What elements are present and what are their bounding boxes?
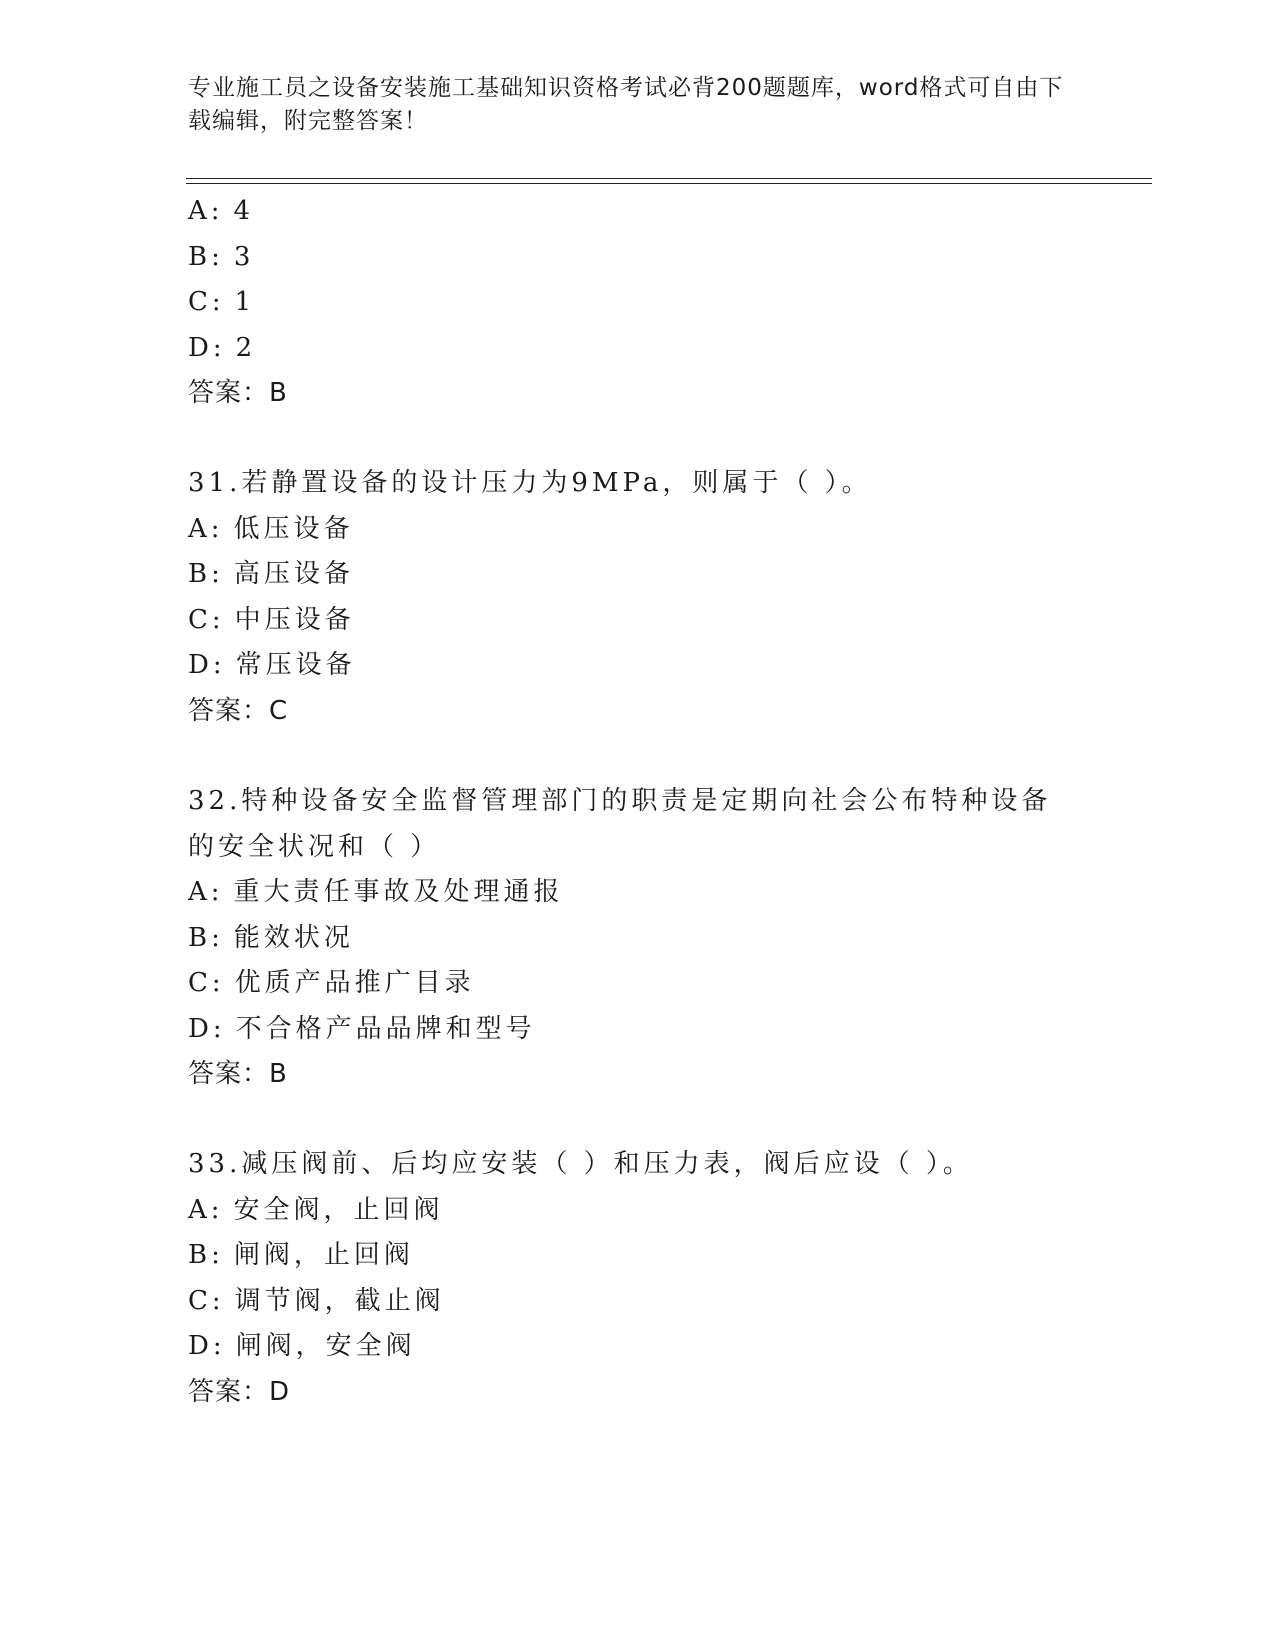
option-a: A: 4	[188, 196, 255, 226]
question-stem: 31.若静置设备的设计压力为9MPa，则属于（ ）。	[188, 468, 872, 498]
option-c: C: 优质产品推广目录	[188, 968, 475, 998]
option-d: D: 2	[188, 332, 257, 363]
question-33	[188, 1142, 1088, 1415]
answer: 答案：B	[188, 1059, 288, 1089]
option-b: B: 闸阀，止回阀	[188, 1240, 414, 1270]
option-a: A: 重大责任事故及处理通报	[188, 877, 564, 907]
option-c: C: 1	[188, 287, 256, 317]
option-b: B: 能效状况	[188, 922, 354, 953]
option-b: B: 3	[188, 241, 255, 272]
option-d: D: 闸阀，安全阀	[188, 1331, 416, 1361]
option-a: A: 低压设备	[188, 513, 354, 544]
question-31	[188, 461, 1088, 734]
option-b: B: 高压设备	[188, 559, 354, 589]
answer: 答案：C	[188, 695, 289, 726]
option-c: C: 中压设备	[188, 604, 355, 635]
option-d: D: 不合格产品品牌和型号	[188, 1013, 536, 1044]
answer: 答案：B	[188, 378, 288, 408]
question-stem: 33.减压阀前、后均应安装（ ）和压力表，阀后应设（ ）。	[188, 1149, 973, 1179]
question-stem: 32.特种设备安全监督管理部门的职责是定期向社会公布特种设备的安全状况和（ ）	[188, 786, 1052, 862]
question-30	[188, 189, 1088, 417]
question-32	[188, 779, 1068, 1098]
option-c: C: 调节阀，截止阀	[188, 1285, 445, 1316]
option-d: D: 常压设备	[188, 650, 356, 680]
header-divider-top	[186, 178, 1152, 179]
option-a: A: 安全阀，止回阀	[188, 1194, 444, 1225]
answer: 答案：D	[188, 1376, 291, 1407]
header-divider-bottom	[186, 183, 1152, 184]
document-header: 专业施工员之设备安装施工基础知识资格考试必背200题题库，word格式可自由下载编辑，附完整答案！	[188, 75, 1064, 134]
